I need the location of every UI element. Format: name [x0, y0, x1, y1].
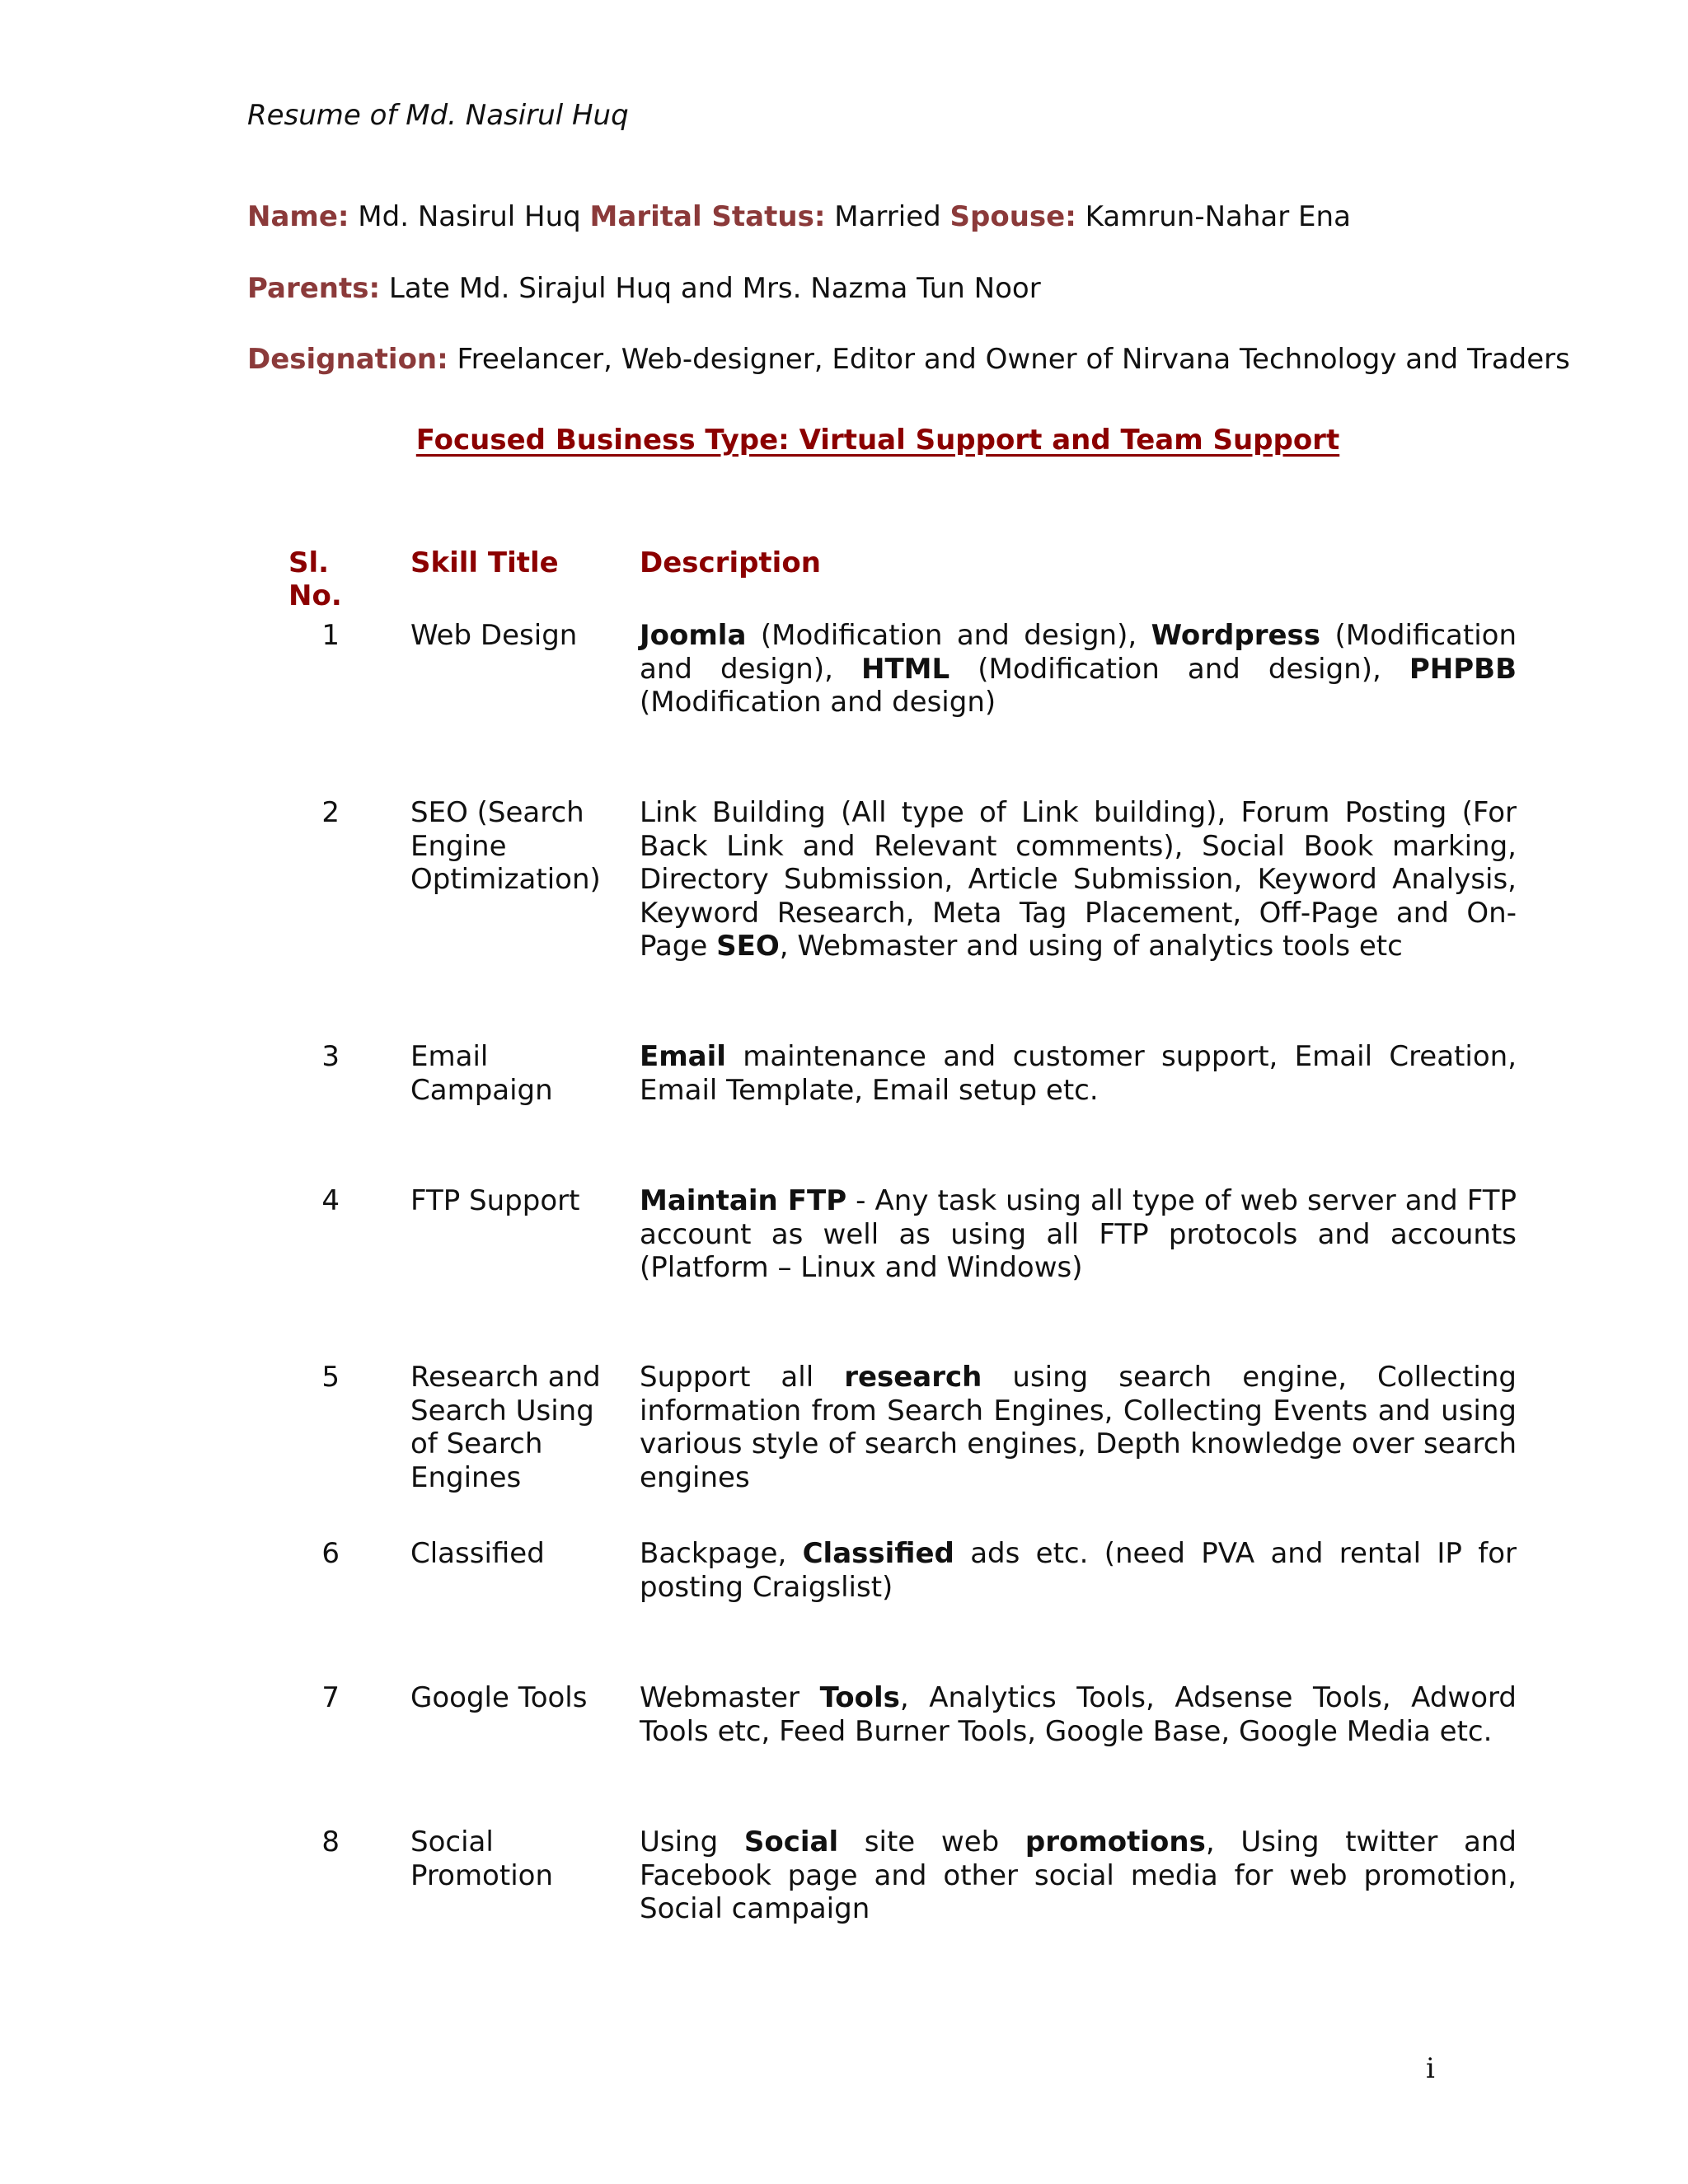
row-skill-title: Google Tools: [410, 1681, 588, 1714]
spouse-label: Spouse:: [950, 200, 1076, 233]
row-description: [640, 1184, 1517, 1285]
spouse-value: Kamrun-Nahar Ena: [1076, 200, 1351, 233]
description-keyword: Tools: [819, 1681, 900, 1714]
description-text: Backpage,: [640, 1537, 803, 1570]
description-text: Support all: [640, 1361, 845, 1394]
description-keyword: PHPBB: [1409, 652, 1517, 686]
header-description: Description: [640, 546, 821, 579]
row-serial-no: 3: [321, 1040, 340, 1073]
description-keyword: Social: [743, 1825, 839, 1858]
description-text: (Modification and design),: [640, 619, 1517, 686]
description-text: (Modification and design),: [950, 652, 1409, 686]
row-serial-no: 5: [321, 1361, 340, 1394]
row-serial-no: 6: [321, 1537, 340, 1570]
row-skill-title: Web Design: [410, 619, 578, 652]
description-text: Using: [640, 1825, 744, 1858]
description-text: , Using twitter and Facebook page and other social media for web promotion, Social campaign: [640, 1825, 1517, 1925]
row-skill-title: Classified: [410, 1537, 545, 1570]
description-text: (Modification and design),: [746, 619, 1151, 652]
row-serial-no: 4: [321, 1184, 340, 1217]
description-keyword: HTML: [861, 652, 950, 686]
description-text: - Any task using all type of web server and FTP account as well as using all FTP protocols and accounts (Platform – Linux and Windows): [640, 1184, 1517, 1284]
description-keyword: Wordpress: [1151, 619, 1321, 652]
row-skill-title: FTP Support: [410, 1184, 580, 1217]
focused-business-title: Focused Business Type: Virtual Support and Team Support: [415, 424, 1340, 457]
description-text: Link Building (All type of Link building), Forum Posting (For Back Link and Relevant comments), Social Book marking, Directory Submission, Article Submission, Keyword Analysis, Keyword Research, Meta Tag Placement, Off-Page and On-Page: [640, 796, 1517, 963]
row-description: [640, 1825, 1517, 1926]
description-text: ads etc. (need PVA and rental IP for posting Craigslist): [640, 1537, 1517, 1604]
marital-status-value: Married: [825, 200, 950, 233]
description-keyword: promotions: [1025, 1825, 1206, 1858]
description-keyword: Joomla: [640, 619, 747, 652]
description-text: maintenance and customer support, Email Creation, Email Template, Email setup etc.: [640, 1040, 1517, 1107]
row-skill-title: Email Campaign: [410, 1040, 553, 1107]
name-value: Md. Nasirul Huq: [349, 200, 590, 233]
description-keyword: Maintain FTP: [640, 1184, 847, 1217]
running-header: Resume of Md. Nasirul Huq: [247, 99, 629, 132]
row-serial-no: 8: [321, 1825, 340, 1858]
row-serial-no: 2: [321, 796, 340, 829]
description-text: (Modification and design): [640, 686, 996, 719]
designation-value: Freelancer, Web-designer, Editor and Owner of Nirvana Technology and Traders: [448, 343, 1570, 376]
row-description: [640, 1681, 1517, 1748]
header-serial-no: Sl. No.: [288, 546, 342, 612]
row-serial-no: 7: [321, 1681, 340, 1714]
personal-info-line-3: [247, 343, 1570, 376]
row-description: [640, 619, 1517, 719]
parents-label: Parents:: [247, 272, 381, 305]
row-description: [640, 1537, 1517, 1604]
description-text: Webmaster: [640, 1681, 820, 1714]
designation-label: Designation:: [247, 343, 448, 376]
row-description: [640, 1040, 1517, 1107]
marital-status-label: Marital Status:: [589, 200, 826, 233]
name-label: Name:: [247, 200, 349, 233]
description-text: , Webmaster and using of analytics tools etc: [779, 930, 1403, 963]
description-text: , Analytics Tools, Adsense Tools, Adword Tools etc, Feed Burner Tools, Google Base, Google Media etc.: [640, 1681, 1517, 1748]
row-skill-title: SEO (Search Engine Optimization): [410, 796, 601, 896]
description-text: using search engine, Collecting information from Search Engines, Collecting Events and using various style of search engines, Depth knowledge over search engines: [640, 1361, 1517, 1494]
row-skill-title: Social Promotion: [410, 1825, 553, 1892]
parents-value: Late Md. Sirajul Huq and Mrs. Nazma Tun Noor: [380, 272, 1041, 305]
description-text: site web: [838, 1825, 1025, 1858]
description-keyword: research: [844, 1361, 982, 1394]
personal-info-line-1: [247, 200, 1351, 233]
description-keyword: Classified: [802, 1537, 954, 1570]
row-description: [640, 796, 1517, 963]
description-keyword: Email: [640, 1040, 726, 1073]
header-skill-title: Skill Title: [410, 546, 559, 579]
description-keyword: SEO: [716, 930, 780, 963]
row-serial-no: 1: [321, 619, 340, 652]
row-skill-title: Research and Search Using of Search Engines: [410, 1361, 601, 1494]
row-description: [640, 1361, 1517, 1494]
personal-info-line-2: [247, 272, 1041, 305]
page-number: i: [1426, 2052, 1435, 2085]
